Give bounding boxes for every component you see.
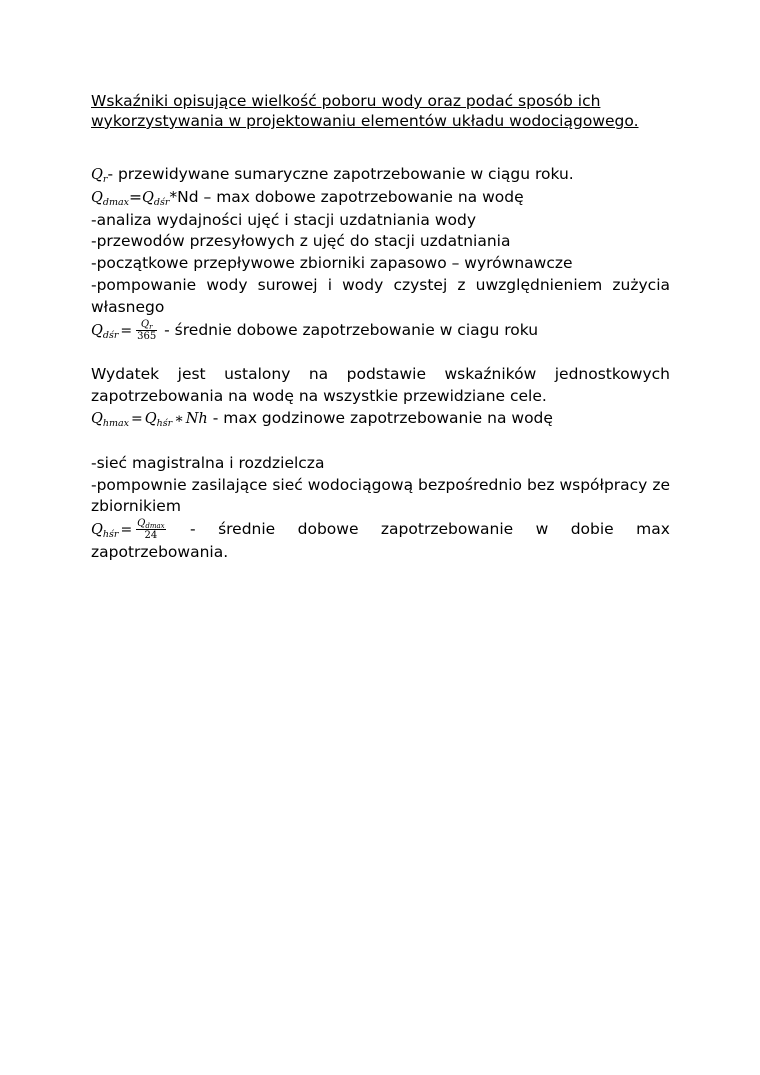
word: w [535,520,549,539]
qhsr-symbol: $Q_{hśr}$ [144,410,173,429]
paragraph: Wydatek jest ustalony na podstawie wskaźników jednostkowych zapotrzebowania na wodę na wszystkie przewidziane cele. [91,365,670,406]
list-item: -pompowanie wody surowej i wody czystej z uwzględnieniem zużycia [91,275,670,294]
list-item: -sieć magistralna i rozdzielcza [91,453,325,472]
document-body [91,164,670,564]
qdsr-symbol: $Q_{dśr}$ [91,322,119,341]
word: - [190,520,196,539]
word: zapotrzebowanie [380,520,514,539]
list-item: zbiornikiem [91,497,181,516]
word: max [636,520,670,539]
word: średnie [218,520,276,539]
qhsr-formula: $Q_{hśr}$ = $\frac{Q_{dmax}}{24}$ [91,518,165,542]
document-title: Wskaźniki opisujące wielkość poboru wody oraz podać sposób ich wykorzystywania w projektowaniu elementów układu wodociągowego. [91,92,639,130]
list-item: -pompownie zasilające sieć wodociągową bezpośrednio bez współpracy ze [91,475,670,494]
list-item: -przewodów przesyłowych z ujęć do stacji uzdatniania [91,232,511,251]
qdmax-symbol: $Q_{dmax}$ [91,189,130,208]
qdmax-text: *Nd – max dobowe zapotrzebowanie na wodę [169,187,524,206]
qdmax-definition: $Q_{dmax}=Q_{dśr}*Nd - \max$ dobowe zapotrzebowanie na wodę [91,187,524,208]
qr-definition [91,164,670,187]
qhsr-definition [91,518,670,542]
qhmax-definition: $Q_{hmax} = Q_{hśr}$ ∗ Nh - max godzinowe zapotrzebowanie na wodę [91,408,553,429]
list-item: -analiza wydajności ujęć i stacji uzdatniania wody [91,210,477,229]
list-item: własnego [91,297,165,316]
qhmax-text: - max godzinowe zapotrzebowanie na wodę [212,408,553,427]
qdsr-definition: $Q_{dśr}$ = $\frac{Q_r}{365}$ - średnie dobowe zapotrzebowanie w ciagu roku [91,318,539,342]
qdsr-symbol: $Q_{dśr}$ [142,189,170,208]
list-item: -początkowe przepływowe zbiorniki zapasowo – wyrównawcze [91,254,573,273]
qr-symbol: $Q_r$ [91,167,108,185]
qhmax-symbol: $Q_{hmax}$ [91,410,130,429]
qr-text: - przewidywane sumaryczne zapotrzebowanie w ciągu roku. [107,165,574,183]
qhsr-last-line: zapotrzebowania. [91,542,229,561]
qdsr-fraction: $\frac{Q_r}{365}$ [137,318,157,342]
qdsr-text: - średnie dobowe zapotrzebowanie w ciagu roku [164,320,539,339]
word: dobowe [297,520,359,539]
word: dobie [570,520,614,539]
